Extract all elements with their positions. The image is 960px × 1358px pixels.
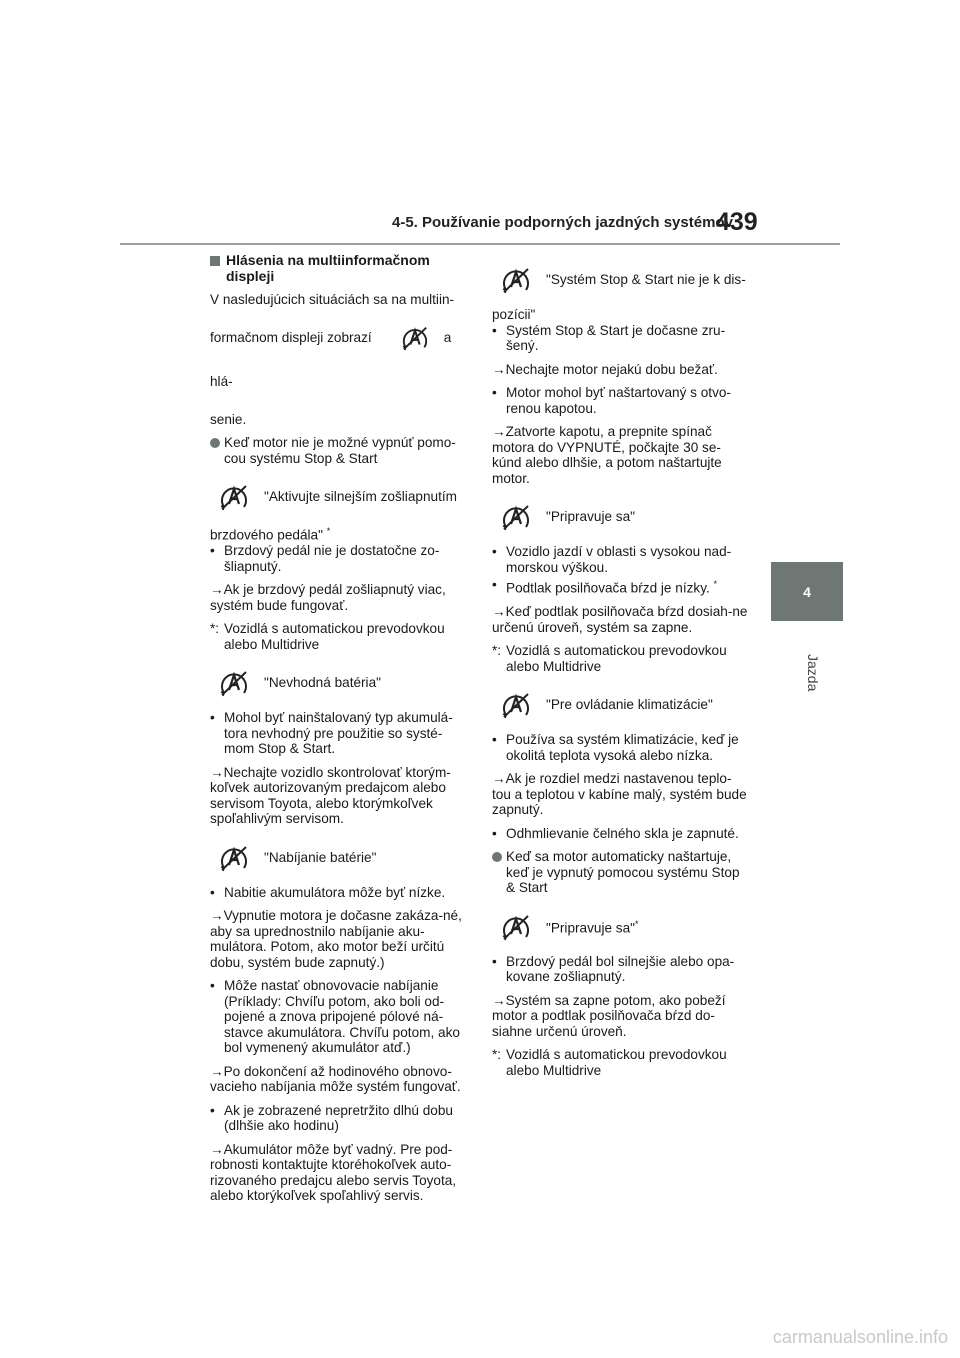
circle-bullet-icon bbox=[210, 438, 220, 448]
bullet-item: • Brzdový pedál nie je dostatočne zo-šliapnutý. bbox=[210, 543, 440, 574]
subheading: Keď motor nie je možné vypnúť pomo-cou systému Stop & Start bbox=[210, 435, 466, 466]
message-text-cont: brzdového pedála" * bbox=[210, 526, 331, 543]
message-row: "Nabíjanie batérie" bbox=[218, 843, 466, 873]
stop-start-off-icon bbox=[500, 912, 532, 942]
circle-bullet-icon bbox=[492, 852, 502, 862]
intro-line-2: formačnom displeji zobrazí a hlá- bbox=[210, 316, 466, 404]
footnote: *: Vozidlá s automatickou prevodovkou alebo Multidrive bbox=[492, 1047, 727, 1078]
chapter-tab[interactable]: 4 bbox=[771, 562, 843, 621]
bullet-item: • Nabitie akumulátora môže byť nízke. bbox=[210, 884, 446, 900]
stop-start-off-icon bbox=[400, 324, 430, 352]
bullet-item: • Mohol byť nainštalovaný typ akumulá-tora nevhodný pre použitie so systé-mom Stop & Start. bbox=[210, 710, 453, 757]
watermark: carmanualsonline.info bbox=[772, 1327, 948, 1347]
action-text: →Nechajte motor nejakú dobu bežať. bbox=[492, 361, 718, 377]
intro-line-3: senie. bbox=[210, 411, 247, 427]
action-text: →Keď podtlak posilňovača bŕzd dosiah-ne určenú úroveň, systém sa zapne. bbox=[492, 604, 748, 635]
message-row: "Pripravuje sa" bbox=[500, 502, 748, 532]
bullet-item: • Môže nastať obnovovacie nabíjanie (Príklady: Chvíľu potom, ako boli od-pojené a znova pripojené pólové ná-stavce akumulátora. Chvíľu potom, ako bol vymenený akumulátor atď.) bbox=[210, 978, 460, 1056]
message-row: "Pre ovládanie klimatizácie" bbox=[500, 690, 748, 720]
intro-line-1: V nasledujúcich situáciách sa na multiin- bbox=[210, 292, 455, 307]
section-title: 4-5. Používanie podporných jazdných systémov bbox=[392, 214, 733, 231]
stop-start-off-icon bbox=[500, 265, 532, 295]
bullet-item: • Ak je zobrazené nepretržito dlhú dobu (dlhšie ako hodinu) bbox=[210, 1102, 453, 1134]
stop-start-off-icon bbox=[500, 690, 532, 720]
message-row: "Aktivujte silnejším zošliapnutím bbox=[218, 482, 466, 512]
bullet-item: • Odhmlievanie čelného skla je zapnuté. bbox=[492, 825, 739, 841]
bullet-item: • Používa sa systém klimatizácie, keď je okolitá teplota vysoká alebo nízka. bbox=[492, 732, 739, 763]
bullet-item: • Brzdový pedál bol silnejšie alebo opa-kovane zošliapnutý. bbox=[492, 953, 735, 985]
action-text: →Vypnutie motora je dočasne zakáza-né, aby sa uprednostnilo nabíjanie aku-mulátora. Potom, ako motor beží určitú dobu, systém bude zapnutý.) bbox=[210, 908, 462, 970]
bullet-item: • Vozidlo jazdí v oblasti s vysokou nad-morskou výškou. bbox=[492, 544, 732, 575]
action-text: →Nechajte vozidlo skontrolovať ktorým-koľvek autorizovaným predajcom alebo servisom Toyota, alebo ktorýmkoľvek spoľahlivým servisom. bbox=[210, 764, 451, 827]
page-number: 439 bbox=[716, 208, 758, 236]
bullet-item: • Motor mohol byť naštartovaný s otvo-renou kapotou. bbox=[492, 385, 731, 416]
left-column bbox=[210, 253, 466, 1212]
message-row: "Pripravuje sa"* bbox=[500, 912, 748, 942]
section-heading: Hlásenia na multiinformačnom displeji bbox=[210, 253, 466, 284]
stop-start-off-icon bbox=[218, 843, 250, 873]
action-text: →Ak je rozdiel medzi nastavenou teplo-tou a teplotou v kabíne malý, systém bude zapnutý. bbox=[492, 771, 747, 818]
header-divider bbox=[120, 243, 840, 245]
action-text: →Systém sa zapne potom, ako pobeží motor a podtlak posilňovača bŕzd do-siahne určenú úroveň. bbox=[492, 992, 726, 1039]
stop-start-off-icon bbox=[218, 482, 250, 512]
right-column bbox=[492, 253, 748, 1086]
stop-start-off-icon bbox=[218, 668, 250, 698]
footnote: *: Vozidlá s automatickou prevodovkou alebo Multidrive bbox=[492, 643, 727, 674]
message-row: "Systém Stop & Start nie je k dis- bbox=[500, 265, 748, 295]
message-text-cont: pozícii" bbox=[492, 307, 536, 322]
action-text: →Zatvorte kapotu, a prepnite spínač motora do VYPNUTÉ, počkajte 30 se-kúnd alebo dlhšie, a potom naštartujte motor. bbox=[492, 424, 722, 486]
message-row: "Nevhodná batéria" bbox=[218, 668, 466, 698]
bullet-item: • Systém Stop & Start je dočasne zru-šený. bbox=[492, 322, 726, 353]
square-bullet-icon bbox=[210, 256, 220, 266]
action-text: →Ak je brzdový pedál zošliapnutý viac, systém bude fungovať. bbox=[210, 582, 446, 613]
stop-start-off-icon bbox=[500, 502, 532, 532]
chapter-label: Jazda bbox=[805, 654, 821, 692]
action-text: →Akumulátor môže byť vadný. Pre pod-robnosti kontaktujte ktoréhokoľvek auto-rizovaného predajcu alebo servis Toyota, alebo ktorýkoľvek spoľahlivý servis. bbox=[210, 1141, 457, 1204]
bullet-item: • Podtlak posilňovača bŕzd je nízky. * bbox=[492, 577, 718, 596]
footnote: *: Vozidlá s automatickou prevodovkou alebo Multidrive bbox=[210, 621, 445, 652]
subheading: Keď sa motor automaticky naštartuje, keď je vypnutý pomocou systému Stop & Start bbox=[492, 849, 748, 896]
action-text: →Po dokončení až hodinového obnovo-vacieho nabíjania môže systém fungovať. bbox=[210, 1063, 461, 1095]
